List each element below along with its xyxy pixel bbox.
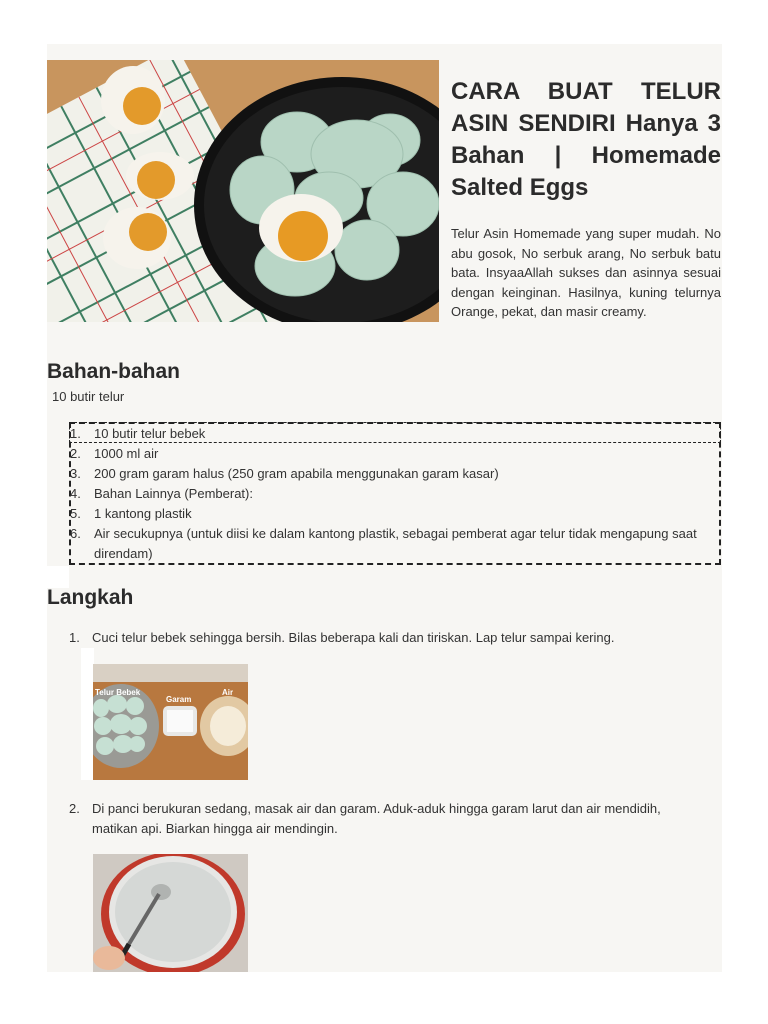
ingredient-text: 1 kantong plastik (94, 506, 192, 521)
ingredient-item (71, 504, 719, 524)
ingredients-list (69, 422, 721, 565)
ingredient-number: 3. (70, 466, 81, 481)
ingredient-text: Air secukupnya (untuk diisi ke dalam kantong plastik, sebagai pemberat agar telur tidak mengapung saat direndam) (94, 526, 697, 561)
ingredient-number: 2. (70, 446, 81, 461)
step-2-photo (93, 854, 248, 972)
ingredient-number: 1. (70, 426, 81, 441)
photo-label-water: Air (222, 688, 234, 697)
photo-label-salt: Garam (166, 695, 192, 704)
recipe-title: CARA BUAT TELUR ASIN SENDIRI Hanya 3 Bahan | Homemade Salted Eggs (451, 78, 721, 201)
ingredient-text: 1000 ml air (94, 446, 159, 461)
step-item (69, 799, 689, 839)
ingredient-item (71, 524, 719, 564)
ingredient-text: Bahan Lainnya (Pemberat): (94, 486, 253, 501)
ingredient-number: 6. (70, 526, 81, 541)
step-number: 2. (69, 801, 80, 816)
step-number: 1. (69, 630, 80, 645)
step-item (69, 628, 689, 648)
step-list-1 (69, 628, 689, 648)
ingredient-item (71, 424, 719, 444)
recipe-description: Telur Asin Homemade yang super mudah. No abu gosok, No serbuk arang, No serbuk batu bata. InsyaaAllah sukses dan asinnya sesuai dengan keinginan. Hasilnya, kuning telurnya Orange, pekat, dan masir creamy. (451, 226, 721, 319)
step-list-2 (69, 799, 689, 839)
step-text: Di panci berukuran sedang, masak air dan garam. Aduk-aduk hingga garam larut dan air mendidih, matikan api. Biarkan hingga air mendingin. (92, 801, 661, 836)
ingredient-item (71, 484, 719, 504)
ingredient-item (71, 464, 719, 484)
recipe-page (47, 44, 722, 972)
photo-label-eggs: Telur Bebek (95, 688, 141, 697)
ingredient-number: 5. (70, 506, 81, 521)
step-1-photo (93, 664, 248, 780)
margin-block (47, 566, 69, 588)
ingredients-note: 10 butir telur (52, 389, 125, 404)
ingredient-number: 4. (70, 486, 81, 501)
ingredient-text: 200 gram garam halus (250 gram apabila menggunakan garam kasar) (94, 466, 499, 481)
ingredient-text: 10 butir telur bebek (94, 426, 206, 441)
steps-heading: Langkah (47, 586, 134, 609)
ingredient-item (71, 444, 719, 464)
ingredients-heading: Bahan-bahan (47, 360, 181, 383)
hero-image-salted-eggs (47, 60, 439, 322)
step-text: Cuci telur bebek sehingga bersih. Bilas beberapa kali dan tiriskan. Lap telur sampai kering. (92, 630, 615, 645)
